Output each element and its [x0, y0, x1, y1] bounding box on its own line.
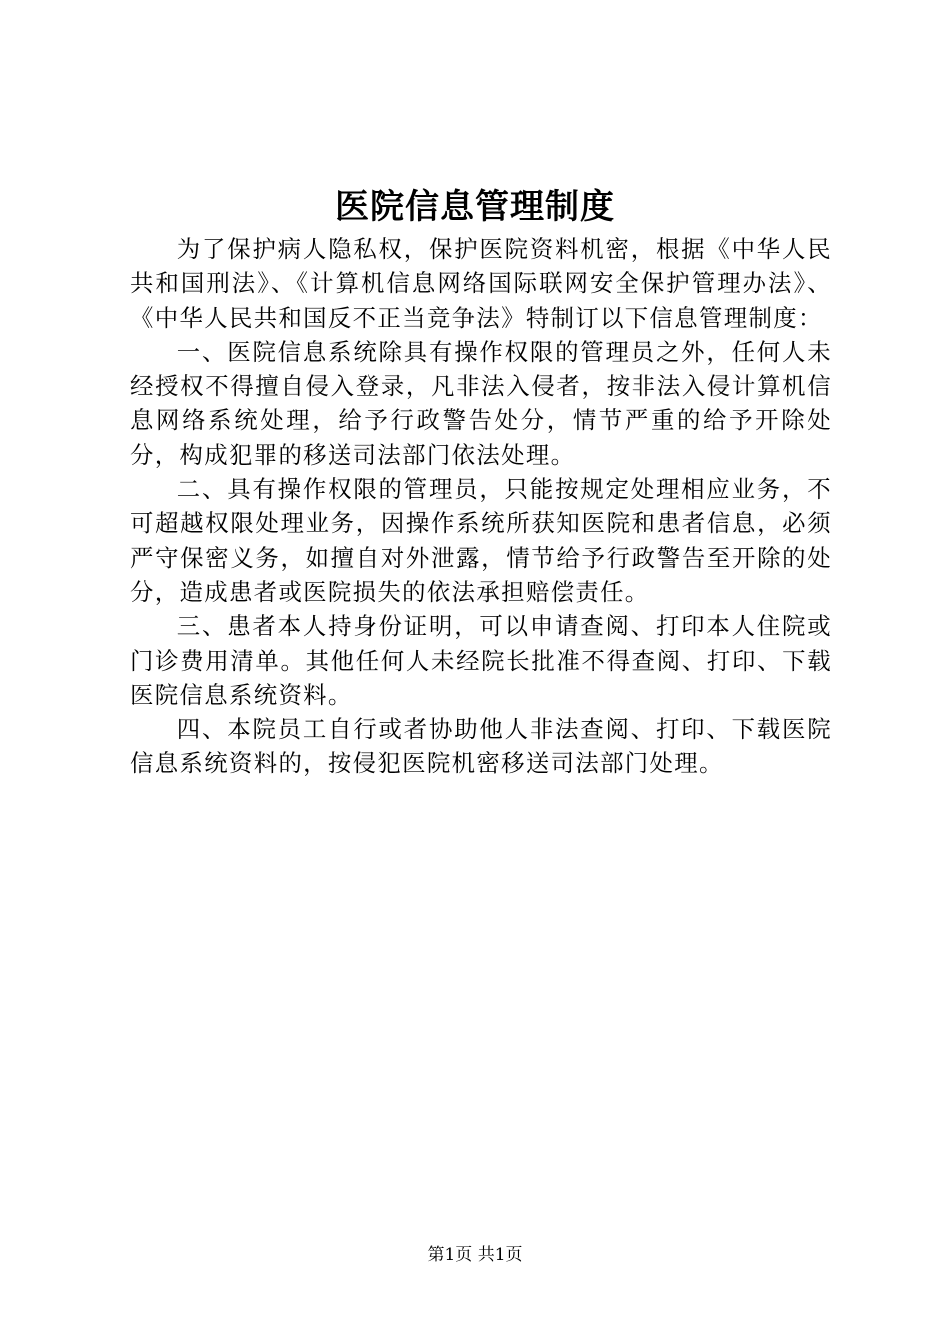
page-number-footer: 第1页 共1页 — [427, 1245, 523, 1265]
clause-1-paragraph: 一、医院信息系统除具有操作权限的管理员之外，任何人未经授权不得擅自侵入登录，凡非法入侵者，按非法入侵计算机信息网络系统处理，给予行政警告处分，情节严重的给予开除处分，构成犯罪的移送司法部门依法处理。 — [130, 337, 832, 469]
clause-4-paragraph: 四、本院员工自行或者协助他人非法查阅、打印、下载医院信息系统资料的，按侵犯医院机密移送司法部门处理。 — [130, 715, 832, 778]
intro-paragraph: 为了保护病人隐私权，保护医院资料机密，根据《中华人民共和国刑法》、《计算机信息网络国际联网安全保护管理办法》、《中华人民共和国反不正当竞争法》特制订以下信息管理制度： — [130, 235, 832, 332]
document-body — [130, 232, 832, 781]
clause-3-paragraph: 三、患者本人持身份证明，可以申请查阅、打印本人住院或门诊费用清单。其他任何人未经院长批准不得查阅、打印、下载医院信息系统资料。 — [130, 612, 832, 709]
document-title: 医院信息管理制度 — [335, 187, 615, 227]
clause-2-paragraph: 二、具有操作权限的管理员，只能按规定处理相应业务，不可超越权限处理业务，因操作系统所获知医院和患者信息，必须严守保密义务，如擅自对外泄露，情节给予行政警告至开除的处分，造成患者或医院损失的依法承担赔偿责任。 — [130, 475, 832, 606]
